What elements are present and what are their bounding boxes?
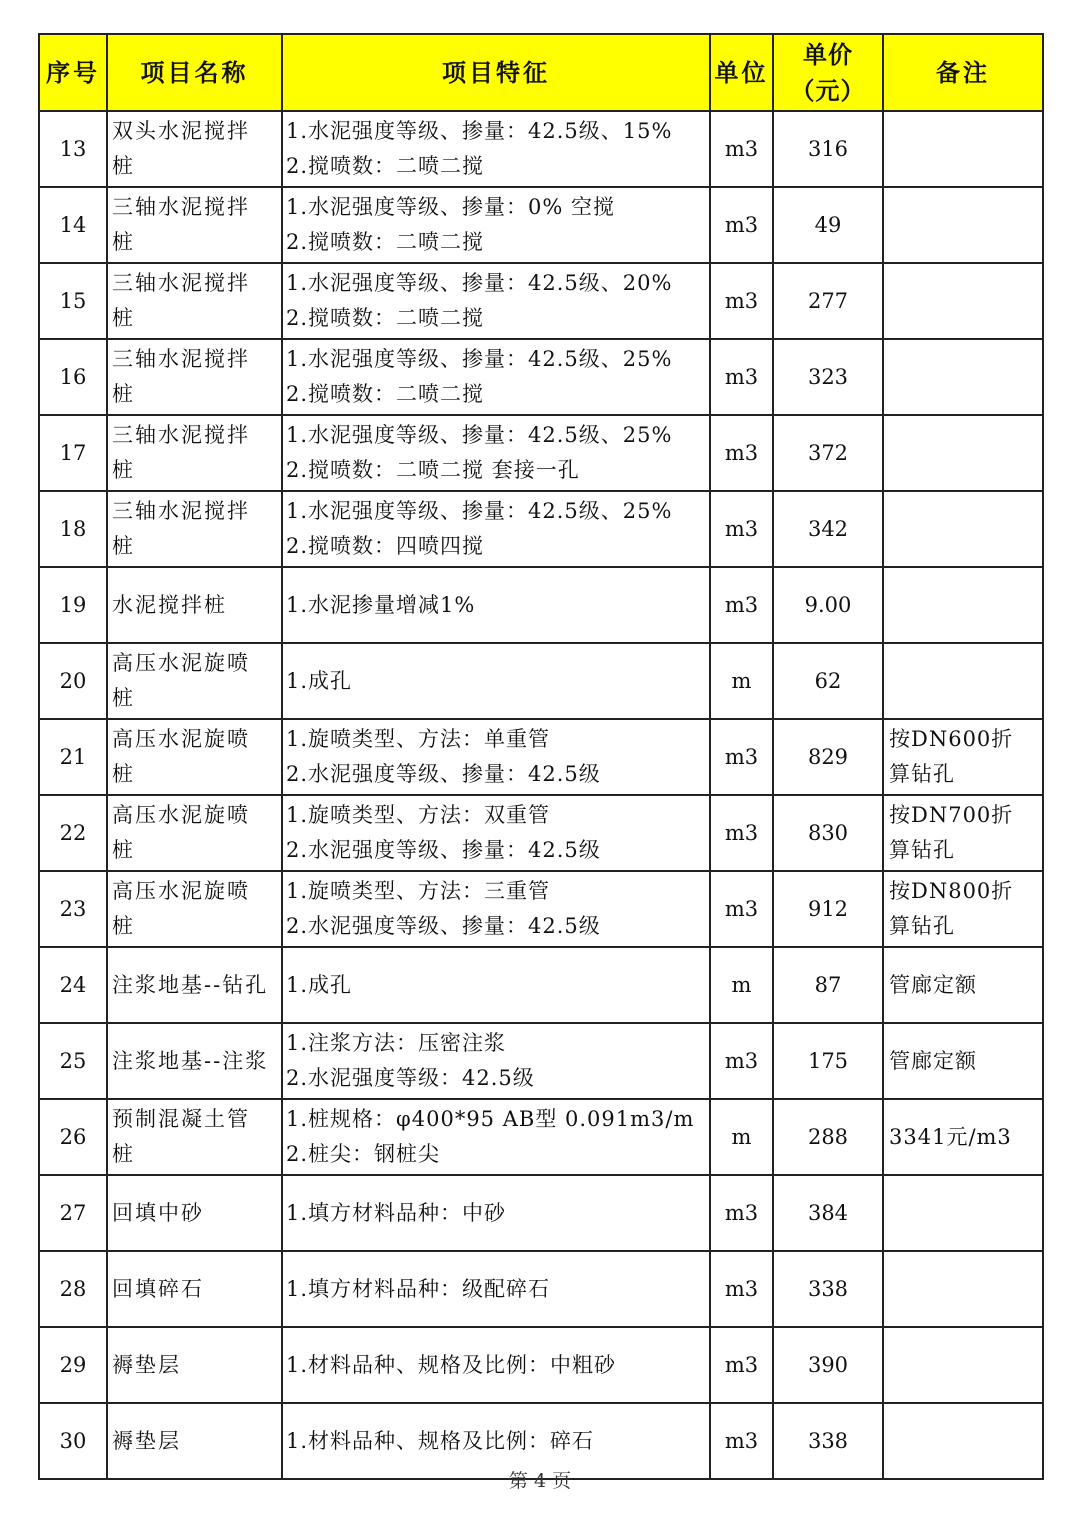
- feature-line: 1.水泥强度等级、掺量：42.5级、15%: [286, 119, 673, 143]
- cell-remark: [883, 1023, 1043, 1099]
- cell-remark: [883, 1099, 1043, 1175]
- cell-item-name: [107, 719, 282, 795]
- header-price-line1: 单价: [803, 40, 853, 69]
- cell-no: 19: [39, 567, 107, 643]
- cell-price: 175: [773, 1023, 883, 1099]
- feature-line: 1.水泥强度等级、掺量：42.5级、20%: [286, 271, 673, 295]
- item-name-line: 桩: [112, 762, 135, 786]
- header-no: 序号: [39, 34, 107, 111]
- item-name-line: 桩: [112, 838, 135, 862]
- cell-item-name: [107, 1251, 282, 1327]
- cell-price: 384: [773, 1175, 883, 1251]
- cell-remark: [883, 719, 1043, 795]
- feature-line: 1.材料品种、规格及比例：中粗砂: [286, 1352, 617, 1377]
- cell-price: 323: [773, 339, 883, 415]
- table-row: [39, 1023, 1043, 1099]
- cell-no: 16: [39, 339, 107, 415]
- cell-remark: [883, 263, 1043, 339]
- feature-line: 1.水泥强度等级、掺量：42.5级、25%: [286, 499, 673, 523]
- cell-features: [282, 491, 710, 567]
- cell-remark: [883, 1327, 1043, 1403]
- cell-features: [282, 1327, 710, 1403]
- header-price-line2: （元）: [790, 76, 866, 105]
- cell-features: [282, 1023, 710, 1099]
- remark-line: 按DN700折: [889, 803, 1014, 827]
- cell-item-name: [107, 1023, 282, 1099]
- feature-line: 2.搅喷数：二喷二搅: [286, 382, 485, 406]
- feature-line: 2.搅喷数：二喷二搅: [286, 230, 485, 254]
- cell-remark: [883, 795, 1043, 871]
- feature-line: 1.成孔: [286, 668, 353, 693]
- cell-features: [282, 111, 710, 187]
- cell-no: 22: [39, 795, 107, 871]
- cell-remark: [883, 871, 1043, 947]
- cell-unit: m: [710, 643, 773, 719]
- feature-line: 1.水泥强度等级、掺量：42.5级、25%: [286, 347, 673, 371]
- cell-price: 316: [773, 111, 883, 187]
- cell-no: 29: [39, 1327, 107, 1403]
- cell-price: 912: [773, 871, 883, 947]
- cell-unit: m3: [710, 1403, 773, 1479]
- table-row: [39, 415, 1043, 491]
- cell-features: [282, 719, 710, 795]
- feature-line: 2.水泥强度等级、掺量：42.5级: [286, 838, 601, 862]
- cell-no: 28: [39, 1251, 107, 1327]
- cell-item-name: [107, 871, 282, 947]
- item-name-line: 桩: [112, 382, 135, 406]
- page-number: 第 4 页: [508, 1470, 572, 1492]
- feature-line: 2.桩尖：钢桩尖: [286, 1142, 441, 1166]
- cell-features: [282, 871, 710, 947]
- cell-unit: m3: [710, 491, 773, 567]
- cell-price: 372: [773, 415, 883, 491]
- cell-item-name: [107, 1099, 282, 1175]
- feature-line: 2.搅喷数：二喷二搅: [286, 306, 485, 330]
- remark-line: 管廊定额: [889, 972, 977, 997]
- cell-unit: m3: [710, 111, 773, 187]
- cell-price: 390: [773, 1327, 883, 1403]
- cell-item-name: [107, 1175, 282, 1251]
- feature-line: 1.成孔: [286, 972, 353, 997]
- cell-no: 23: [39, 871, 107, 947]
- cell-unit: m: [710, 1099, 773, 1175]
- item-name-line: 三轴水泥搅拌: [112, 423, 250, 447]
- cell-no: 21: [39, 719, 107, 795]
- remark-line: 算钻孔: [889, 838, 955, 862]
- table-row: [39, 491, 1043, 567]
- cell-features: [282, 643, 710, 719]
- cell-features: [282, 339, 710, 415]
- cell-no: 13: [39, 111, 107, 187]
- feature-line: 1.填方材料品种：级配碎石: [286, 1276, 551, 1301]
- cell-no: 20: [39, 643, 107, 719]
- cell-price: 338: [773, 1251, 883, 1327]
- item-name-line: 三轴水泥搅拌: [112, 499, 250, 523]
- feature-line: 2.水泥强度等级：42.5级: [286, 1066, 535, 1090]
- cell-unit: m3: [710, 795, 773, 871]
- remark-line: 算钻孔: [889, 762, 955, 786]
- item-name-line: 双头水泥搅拌: [112, 119, 250, 143]
- table-row: [39, 1327, 1043, 1403]
- feature-line: 1.填方材料品种：中砂: [286, 1200, 507, 1225]
- cell-remark: [883, 567, 1043, 643]
- cell-features: [282, 795, 710, 871]
- feature-line: 1.旋喷类型、方法：三重管: [286, 879, 551, 903]
- remark-line: 3341元/m3: [889, 1124, 1012, 1149]
- item-name-line: 桩: [112, 1142, 135, 1166]
- price-table: [38, 33, 1044, 1480]
- table-row: [39, 263, 1043, 339]
- cell-no: 17: [39, 415, 107, 491]
- cell-no: 18: [39, 491, 107, 567]
- cell-no: 26: [39, 1099, 107, 1175]
- table-row: [39, 719, 1043, 795]
- table-row: [39, 567, 1043, 643]
- cell-item-name: [107, 491, 282, 567]
- feature-line: 1.水泥掺量增减1%: [286, 592, 476, 617]
- feature-line: 2.搅喷数：四喷四搅: [286, 534, 485, 558]
- cell-unit: m3: [710, 567, 773, 643]
- cell-no: 15: [39, 263, 107, 339]
- feature-line: 1.旋喷类型、方法：单重管: [286, 727, 551, 751]
- item-name-line: 桩: [112, 686, 135, 710]
- cell-unit: m3: [710, 263, 773, 339]
- cell-features: [282, 415, 710, 491]
- table-row: [39, 187, 1043, 263]
- item-name-line: 褥垫层: [112, 1428, 181, 1453]
- item-name-line: 注浆地基--钻孔: [112, 972, 269, 997]
- feature-line: 2.搅喷数：二喷二搅 套接一孔: [286, 458, 580, 482]
- item-name-line: 回填碎石: [112, 1276, 204, 1301]
- cell-no: 30: [39, 1403, 107, 1479]
- cell-no: 24: [39, 947, 107, 1023]
- cell-features: [282, 567, 710, 643]
- cell-no: 25: [39, 1023, 107, 1099]
- cell-unit: m3: [710, 415, 773, 491]
- cell-remark: [883, 339, 1043, 415]
- cell-unit: m3: [710, 1023, 773, 1099]
- cell-remark: [883, 187, 1043, 263]
- cell-remark: [883, 1251, 1043, 1327]
- cell-features: [282, 263, 710, 339]
- cell-features: [282, 1251, 710, 1327]
- item-name-line: 桩: [112, 154, 135, 178]
- cell-price: 338: [773, 1403, 883, 1479]
- table-row: [39, 1099, 1043, 1175]
- item-name-line: 三轴水泥搅拌: [112, 271, 250, 295]
- item-name-line: 高压水泥旋喷: [112, 803, 250, 827]
- cell-no: 14: [39, 187, 107, 263]
- header-unit: 单位: [710, 34, 773, 111]
- cell-remark: [883, 947, 1043, 1023]
- cell-item-name: [107, 263, 282, 339]
- remark-line: 管廊定额: [889, 1048, 977, 1073]
- item-name-line: 桩: [112, 458, 135, 482]
- cell-price: 87: [773, 947, 883, 1023]
- feature-line: 1.水泥强度等级、掺量：42.5级、25%: [286, 423, 673, 447]
- item-name-line: 高压水泥旋喷: [112, 651, 250, 675]
- feature-line: 1.桩规格：φ400*95 AB型 0.091m3/m: [286, 1107, 695, 1131]
- table-row: [39, 339, 1043, 415]
- cell-unit: m3: [710, 187, 773, 263]
- cell-price: 342: [773, 491, 883, 567]
- table-row: [39, 1175, 1043, 1251]
- cell-price: 49: [773, 187, 883, 263]
- cell-price: 9.00: [773, 567, 883, 643]
- cell-unit: m3: [710, 871, 773, 947]
- cell-features: [282, 1175, 710, 1251]
- cell-remark: [883, 415, 1043, 491]
- header-row: [39, 34, 1043, 111]
- cell-features: [282, 1099, 710, 1175]
- item-name-line: 桩: [112, 230, 135, 254]
- cell-no: 27: [39, 1175, 107, 1251]
- item-name-line: 预制混凝土管: [112, 1107, 250, 1131]
- item-name-line: 三轴水泥搅拌: [112, 347, 250, 371]
- item-name-line: 高压水泥旋喷: [112, 879, 250, 903]
- table-row: [39, 111, 1043, 187]
- remark-line: 按DN600折: [889, 727, 1014, 751]
- cell-item-name: [107, 415, 282, 491]
- cell-remark: [883, 491, 1043, 567]
- table-row: [39, 947, 1043, 1023]
- feature-line: 2.搅喷数：二喷二搅: [286, 154, 485, 178]
- cell-price: 829: [773, 719, 883, 795]
- item-name-line: 回填中砂: [112, 1200, 204, 1225]
- table-row: [39, 643, 1043, 719]
- feature-line: 2.水泥强度等级、掺量：42.5级: [286, 914, 601, 938]
- feature-line: 1.水泥强度等级、掺量：0% 空搅: [286, 195, 616, 219]
- cell-item-name: [107, 795, 282, 871]
- cell-unit: m3: [710, 339, 773, 415]
- item-name-line: 桩: [112, 534, 135, 558]
- feature-line: 1.材料品种、规格及比例：碎石: [286, 1428, 595, 1453]
- item-name-line: 水泥搅拌桩: [112, 592, 227, 617]
- cell-remark: [883, 1175, 1043, 1251]
- cell-unit: m3: [710, 719, 773, 795]
- feature-line: 1.注浆方法：压密注浆: [286, 1031, 507, 1055]
- header-features: 项目特征: [282, 34, 710, 111]
- item-name-line: 桩: [112, 306, 135, 330]
- table-body: [39, 111, 1043, 1479]
- cell-features: [282, 947, 710, 1023]
- feature-line: 2.水泥强度等级、掺量：42.5级: [286, 762, 601, 786]
- feature-line: 1.旋喷类型、方法：双重管: [286, 803, 551, 827]
- cell-price: 830: [773, 795, 883, 871]
- cell-price: 62: [773, 643, 883, 719]
- header-name: 项目名称: [107, 34, 282, 111]
- item-name-line: 褥垫层: [112, 1352, 181, 1377]
- table-header: [39, 34, 1043, 111]
- cell-unit: m3: [710, 1327, 773, 1403]
- item-name-line: 注浆地基--注浆: [112, 1048, 269, 1073]
- table-row: [39, 1251, 1043, 1327]
- cell-item-name: [107, 187, 282, 263]
- header-price: [773, 34, 883, 111]
- header-remark: 备注: [883, 34, 1043, 111]
- item-name-line: 桩: [112, 914, 135, 938]
- cell-price: 288: [773, 1099, 883, 1175]
- cell-price: 277: [773, 263, 883, 339]
- cell-remark: [883, 643, 1043, 719]
- remark-line: 按DN800折: [889, 879, 1014, 903]
- cell-remark: [883, 111, 1043, 187]
- cell-features: [282, 187, 710, 263]
- cell-unit: m: [710, 947, 773, 1023]
- table-row: [39, 871, 1043, 947]
- cell-item-name: [107, 567, 282, 643]
- remark-line: 算钻孔: [889, 914, 955, 938]
- cell-unit: m3: [710, 1175, 773, 1251]
- item-name-line: 高压水泥旋喷: [112, 727, 250, 751]
- cell-item-name: [107, 111, 282, 187]
- price-table-container: [38, 33, 1042, 1480]
- cell-unit: m3: [710, 1251, 773, 1327]
- item-name-line: 三轴水泥搅拌: [112, 195, 250, 219]
- cell-item-name: [107, 339, 282, 415]
- cell-item-name: [107, 947, 282, 1023]
- cell-item-name: [107, 643, 282, 719]
- cell-item-name: [107, 1327, 282, 1403]
- table-row: [39, 795, 1043, 871]
